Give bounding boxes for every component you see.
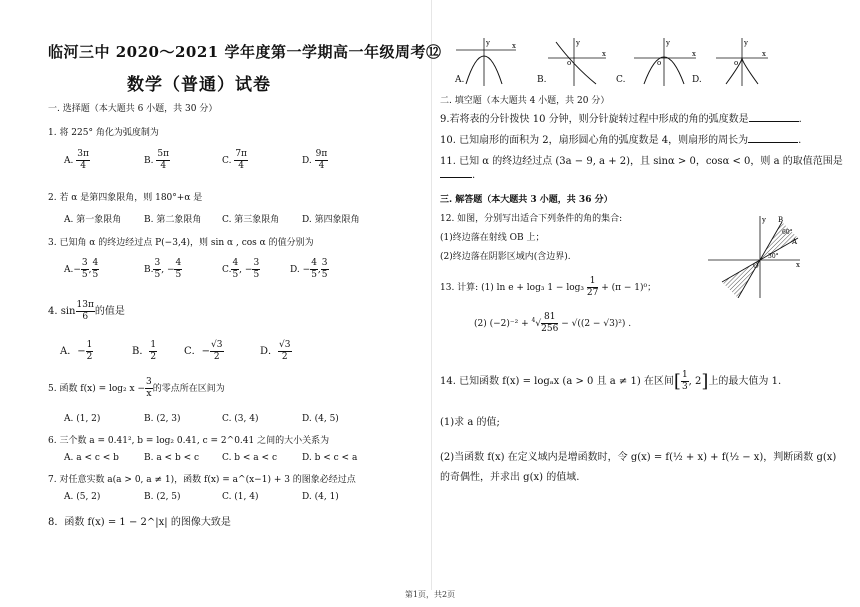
q14-part1: (1)求 a 的值; <box>440 417 500 428</box>
q2-option-c[interactable]: C. 第三象限角 <box>222 215 280 225</box>
q13-part1: 13. 计算: (1) ln e + log₃ 1 − log₃ $\frac{1}{27}$ + (π − 1)⁰； <box>440 276 657 298</box>
q3-option-d[interactable]: D. − $\frac{4}{5}$ , $\frac{3}{5}$ <box>290 258 328 280</box>
q11-answer-blank[interactable] <box>440 168 472 178</box>
page-footer: 第1页，共2页 <box>404 590 456 599</box>
q12-part1: (1)终边落在射线 OB 上； <box>440 233 545 243</box>
q11-text: 11. 已知 α 的终边经过点 (3a − 9, a + 2)，且 sinα > 0，cosα < 0，则 a 的取值范围是 <box>440 156 843 167</box>
q8-graph-d[interactable] <box>716 38 768 86</box>
q9-text: 9.若将表的分针拨快 10 分钟，则分针旋转过程中形成的角的弧度数是 . <box>440 114 802 125</box>
q9-answer-blank[interactable] <box>749 112 799 122</box>
svg-text:o: o <box>567 59 572 67</box>
q7-option-d[interactable]: D. (4, 1) <box>302 492 339 502</box>
q14-part2-line1: (2)当函数 f(x) 在定义域内是增函数时，令 g(x) = f(½ + x) + f(½ − x)，判断函数 g(x) <box>440 452 837 463</box>
q8-graph-c[interactable] <box>634 38 696 86</box>
q1-option-c[interactable]: C. $\frac{7\pi}{4}$ <box>222 149 247 171</box>
q2-stem: 2. 若 α 是第四象限角，则 180°+α 是 <box>48 193 203 203</box>
q4-stem: 4. sin $\frac{13\pi}{6}$ 的值是 <box>48 300 125 322</box>
q1-option-a[interactable]: A. $\frac{3\pi}{4}$ <box>64 149 89 171</box>
svg-text:o: o <box>734 59 739 67</box>
q12-fig-b: B <box>778 216 784 224</box>
svg-text:y: y <box>576 39 580 47</box>
q8-label-a: A. <box>455 75 465 85</box>
svg-text:x: x <box>692 50 696 58</box>
q12-fig-x: x <box>796 261 800 269</box>
q11-answer-line: . <box>440 168 475 181</box>
q5-option-b[interactable]: B. (2, 3) <box>144 414 181 424</box>
q8-graph-a[interactable] <box>456 38 516 86</box>
q8-graph-b[interactable] <box>548 38 606 86</box>
q8-graphs <box>438 36 768 88</box>
svg-text:o: o <box>657 59 662 67</box>
q10-text: 10. 已知扇形的面积为 2，扇形圆心角的弧度数是 4，则扇形的周长为 . <box>440 135 802 146</box>
q6-option-c[interactable]: C. b < a < c <box>222 453 277 463</box>
q4-option-b[interactable]: B． $\frac{1}{2}$ <box>132 340 157 362</box>
q12-part2: (2)终边落在阴影区域内(含边界). <box>440 252 571 262</box>
q4-option-d[interactable]: D． $\frac{√3}{2}$ <box>260 340 291 362</box>
q5-option-c[interactable]: C. (3, 4) <box>222 414 259 424</box>
q8-stem: 8．函数 f(x) = 1 − 2^|x| 的图像大致是 <box>48 517 231 528</box>
q2-option-a[interactable]: A. 第一象限角 <box>64 215 122 225</box>
q12-fig-o: O <box>753 262 759 270</box>
q6-option-d[interactable]: D. b < c < a <box>302 453 358 463</box>
q7-option-a[interactable]: A. (5, 2) <box>64 492 101 502</box>
q5-option-a[interactable]: A. (1, 2) <box>64 414 101 424</box>
q4-option-a[interactable]: A．− $\frac{1}{2}$ <box>60 340 93 362</box>
q5-stem: 5. 函数 f(x) = log₂ x − $\frac{3}{x}$ 的零点所在区间为 <box>48 377 225 399</box>
svg-text:x: x <box>512 42 516 50</box>
q6-option-b[interactable]: B. a < b < c <box>144 453 200 463</box>
q12-stem: 12. 如图，分别写出适合下列条件的角的集合: <box>440 214 623 224</box>
exam-title-line1: 临河三中 2020～2021 学年度第一学期高一年级周考⑫ <box>48 43 442 61</box>
q5-option-d[interactable]: D. (4, 5) <box>302 414 339 424</box>
q1-option-d[interactable]: D. $\frac{9\pi}{4}$ <box>302 149 328 171</box>
q12-fig-a: A <box>792 238 798 246</box>
q6-stem: 6. 三个数 a = 0.41², b = log₂ 0.41, c = 2^0.41 之间的大小关系为 <box>48 436 330 446</box>
svg-text:x: x <box>602 50 606 58</box>
q10-answer-blank[interactable] <box>748 133 798 143</box>
q3-option-b[interactable]: B. $\frac{3}{5}$ , − $\frac{4}{5}$ <box>144 258 182 280</box>
svg-text:y: y <box>666 39 670 47</box>
q3-option-c[interactable]: C. $\frac{4}{5}$ , − $\frac{3}{5}$ <box>222 258 260 280</box>
section2-heading: 二. 填空题（本大题共 4 小题，共 20 分） <box>440 96 610 106</box>
q14-part2-line2: 的奇偶性，并求出 g(x) 的值域. <box>440 472 580 483</box>
q4-option-c[interactable]: C．− $\frac{√3}{2}$ <box>184 340 223 362</box>
section3-heading: 三. 解答题（本大题共 3 小题，共 36 分） <box>440 195 613 205</box>
q3-stem: 3. 已知角 α 的终边经过点 P(−3,4)，则 sin α , cos α 的值分别为 <box>48 238 314 248</box>
q2-option-d[interactable]: D. 第四象限角 <box>302 215 360 225</box>
q7-option-b[interactable]: B. (2, 5) <box>144 492 181 502</box>
q8-label-d: D. <box>692 75 702 85</box>
svg-text:y: y <box>486 39 490 47</box>
q1-stem: 1. 将 225° 角化为弧度制为 <box>48 128 159 138</box>
q13-part2: (2) (−2)⁻² + $^4$√ $\frac{81}{256}$ − √((2 − √3)²) . <box>474 312 632 334</box>
q2-option-b[interactable]: B. 第二象限角 <box>144 215 202 225</box>
exam-title-line2: 数学（普通）试卷 <box>127 75 271 95</box>
column-divider <box>431 0 432 590</box>
q6-option-a[interactable]: A. a < c < b <box>64 453 119 463</box>
q14-stem: 14. 已知函数 f(x) = logₐx (a > 0 且 a ≠ 1) 在区间[ $\frac{1}{3}$ , 2]上的最大值为 1. <box>440 370 782 392</box>
q12-fig-angle30: 30° <box>768 253 779 260</box>
section1-heading: 一. 选择题（本大题共 6 小题，共 30 分） <box>48 104 218 114</box>
q12-figure <box>708 214 804 298</box>
q8-label-b: B. <box>537 75 547 85</box>
q12-fig-angle60: 60° <box>782 229 793 236</box>
q7-stem: 7. 对任意实数 a(a > 0, a ≠ 1)，函数 f(x) = a^(x−1) + 3 的图象必经过点 <box>48 475 356 485</box>
q3-option-a[interactable]: A.− $\frac{3}{5}$ , $\frac{4}{5}$ <box>64 258 99 280</box>
q12-fig-y: y <box>762 216 766 224</box>
svg-text:y: y <box>744 39 748 47</box>
q1-option-b[interactable]: B. $\frac{5\pi}{4}$ <box>144 149 170 171</box>
q7-option-c[interactable]: C. (1, 4) <box>222 492 259 502</box>
q8-label-c: C. <box>616 75 626 85</box>
svg-text:x: x <box>762 50 766 58</box>
